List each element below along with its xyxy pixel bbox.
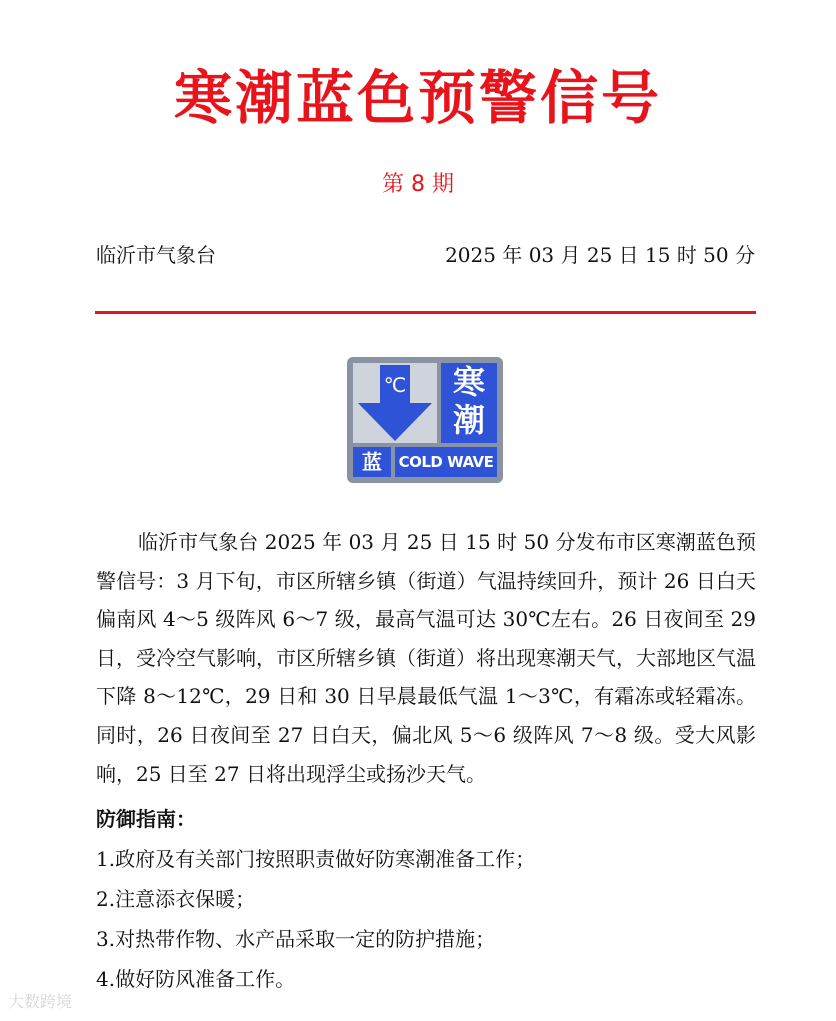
- issued-time: 2025 年 03 月 25 日 15 时 50 分: [445, 243, 755, 267]
- cold-wave-en-label: COLD WAVE: [395, 447, 497, 477]
- warning-title: 寒潮蓝色预警信号: [173, 64, 662, 132]
- issue-number: 第 8 期: [382, 172, 454, 197]
- cold-wave-cn-label: 寒潮: [441, 363, 497, 443]
- cold-wave-blue-signal-icon: [347, 357, 503, 483]
- watermark: 大数跨境: [8, 992, 73, 1011]
- blue-level-label: 蓝: [353, 447, 391, 477]
- guide-item: 4.做好防风准备工作。: [96, 967, 296, 991]
- defense-guide-list: [96, 839, 535, 999]
- issuer-name: 临沂市气象台: [96, 243, 216, 267]
- guide-item: 3.对热带作物、水产品采取一定的防护措施；: [96, 927, 496, 951]
- guide-item: 2.注意添衣保暖；: [96, 887, 256, 911]
- guide-item: 1.政府及有关部门按照职责做好防寒潮准备工作；: [96, 847, 536, 871]
- red-divider: [95, 311, 756, 314]
- defense-guide-title: 防御指南：: [96, 807, 196, 831]
- celsius-icon: ℃: [383, 373, 407, 397]
- warning-body-text: 临沂市气象台 2025 年 03 月 25 日 15 时 50 分发布市区寒潮蓝色预警信号：3 月下旬，市区所辖乡镇（街道）气温持续回升，预计 26 日白天偏南风 4～5 级阵风 6～7 级，最高气温可达 30℃左右。26 日夜间至 29 日，受冷空气影响，市区所辖乡镇（街道）将出现寒潮天气，大部地区气温下降 8～12℃，29 日和 30 日早晨最低气温 1～3℃，有霜冻或轻霜冻。同时，26 日夜间至 27 日白天，偏北风 5～6 级阵风 7～8 级。受大风影响，25 日至 27 日将出现浮尘或扬沙天气。: [96, 530, 756, 786]
